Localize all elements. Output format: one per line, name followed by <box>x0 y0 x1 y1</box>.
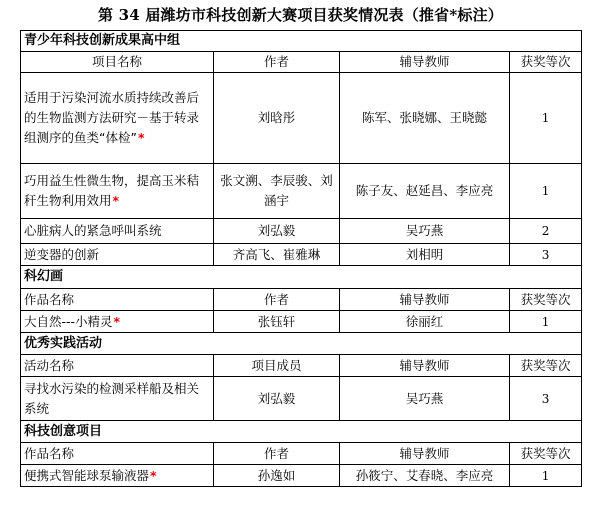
table-row <box>21 164 582 219</box>
table-row <box>21 73 582 164</box>
award-cell: 3 <box>510 244 582 266</box>
teacher-cell: 陈军、张晓娜、王晓懿 <box>340 73 510 164</box>
column-header: 作者 <box>214 289 340 311</box>
page-title: 第 34 届潍坊市科技创新大赛项目获奖情况表（推省*标注） <box>98 6 503 24</box>
table-row <box>21 377 582 421</box>
column-header: 获奖等次 <box>510 52 582 73</box>
project-name-cell <box>21 311 214 333</box>
project-name-cell: 逆变器的创新 <box>21 244 214 266</box>
teacher-cell: 陈子友、赵延昌、李应亮 <box>340 164 510 219</box>
star-mark: * <box>150 467 157 483</box>
project-name: 大自然---小精灵 <box>24 313 113 329</box>
award-cell: 1 <box>510 164 582 219</box>
column-header-row <box>21 443 582 465</box>
table-row <box>21 311 582 333</box>
column-header: 活动名称 <box>21 355 214 377</box>
column-header: 辅导教师 <box>340 443 510 465</box>
award-cell: 2 <box>510 219 582 244</box>
section-title: 科幻画 <box>21 266 582 289</box>
column-header: 辅导教师 <box>340 355 510 377</box>
column-header: 辅导教师 <box>340 52 510 73</box>
column-header: 项目成员 <box>214 355 340 377</box>
column-header: 获奖等次 <box>510 443 582 465</box>
teacher-cell: 吴巧燕 <box>340 219 510 244</box>
star-mark: * <box>113 313 121 329</box>
award-cell: 1 <box>510 311 582 333</box>
teacher-cell: 吴巧燕 <box>340 377 510 421</box>
star-mark: * <box>112 193 120 208</box>
project-name: 便携式智能球泵输液器 <box>24 467 150 483</box>
star-mark: * <box>137 130 145 145</box>
column-header: 作者 <box>214 443 340 465</box>
section-header-row <box>21 266 582 289</box>
author-cell: 齐高飞、崔雅琳 <box>214 244 340 266</box>
project-name: 巧用益生性微生物，提高玉米秸秆生物利用效用 <box>24 173 200 208</box>
project-name-cell <box>21 164 214 219</box>
column-header: 作品名称 <box>21 443 214 465</box>
section-title: 科技创意项目 <box>21 421 582 443</box>
project-name-cell: 心脏病人的紧急呼叫系统 <box>21 219 214 244</box>
author-cell: 张钰轩 <box>214 311 340 333</box>
column-header: 获奖等次 <box>510 289 582 311</box>
teacher-cell: 刘相明 <box>340 244 510 266</box>
table-row <box>21 244 582 266</box>
project-name-cell <box>21 465 214 487</box>
column-header: 辅导教师 <box>340 289 510 311</box>
column-header: 作者 <box>214 52 340 73</box>
table-row <box>21 465 582 487</box>
table-row <box>21 219 582 244</box>
award-cell: 1 <box>510 465 582 487</box>
author-cell: 刘弘毅 <box>214 219 340 244</box>
section-header-row <box>21 31 582 52</box>
teacher-cell: 徐丽红 <box>340 311 510 333</box>
section-title: 青少年科技创新成果高中组 <box>21 31 582 52</box>
teacher-cell: 孙筱宁、艾春晓、李应亮 <box>340 465 510 487</box>
column-header: 项目名称 <box>21 52 214 73</box>
awards-table <box>20 30 582 487</box>
award-cell: 3 <box>510 377 582 421</box>
award-cell: 1 <box>510 73 582 164</box>
project-name: 适用于污染河流水质持续改善后的生物监测方法研究－基于转录组测序的鱼类“体检” <box>24 90 200 145</box>
section-header-row <box>21 421 582 443</box>
section-header-row <box>21 333 582 355</box>
author-cell: 张文溯、李辰骏、刘涵宇 <box>214 164 340 219</box>
project-name-cell: 寻找水污染的检测采样船及相关系统 <box>21 377 214 421</box>
author-cell: 刘晗彤 <box>214 73 340 164</box>
section-title: 优秀实践活动 <box>21 333 582 355</box>
column-header-row <box>21 289 582 311</box>
author-cell: 孙逸如 <box>214 465 340 487</box>
column-header: 作品名称 <box>21 289 214 311</box>
project-name-cell <box>21 73 214 164</box>
author-cell: 刘弘毅 <box>214 377 340 421</box>
column-header-row <box>21 355 582 377</box>
column-header: 获奖等次 <box>510 355 582 377</box>
column-header-row <box>21 52 582 73</box>
